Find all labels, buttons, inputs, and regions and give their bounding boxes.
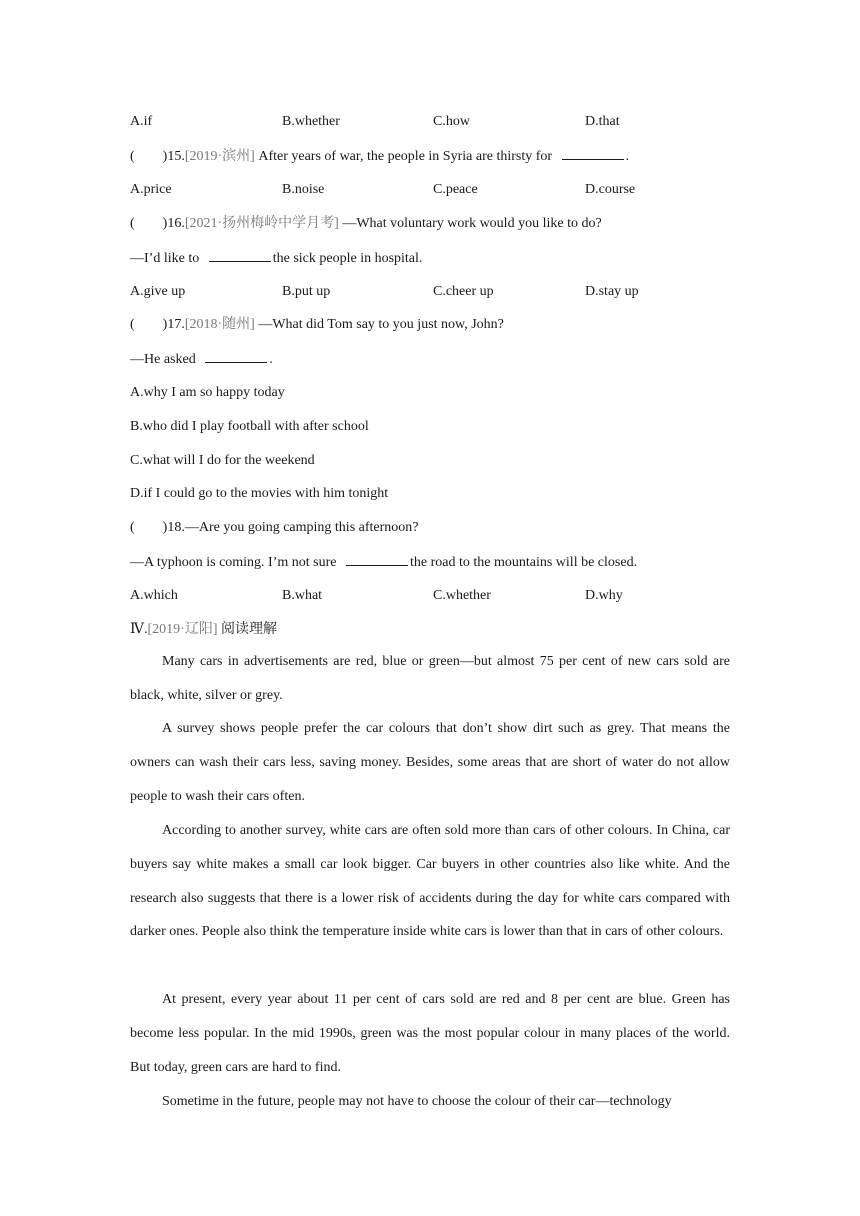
q16-response [130,249,422,268]
passage-paragraph-1: Many cars in advertisements are red, blue or green—but almost 75 per cent of new cars sold are black, white, silver or grey. [130,654,730,703]
response-text-end: the sick people in hospital. [272,251,423,266]
q17-option-c: C.what will I do for the weekend [130,453,315,468]
answer-blank [209,249,271,262]
answer-paren: ( ) [130,149,168,164]
q17-response [130,350,273,369]
q17-option-b: B.who did I play football with after school [130,419,369,434]
response-text-end: the road to the mountains will be closed. [410,555,638,570]
answer-blank [205,350,267,363]
q15-option-c: C.peace [433,182,478,197]
q17-option-a: A.why I am so happy today [130,385,285,400]
q18-stem [130,519,419,537]
passage-paragraph-2: A survey shows people prefer the car colours that don’t show dirt such as grey. That means the owners can wash their cars less, saving money. Besides, some areas that are short of water do not allow people to wash their cars often. [130,721,730,804]
answer-blank [562,147,624,160]
response-text: —He asked [130,352,200,367]
question-text: —Are you going camping this afternoon? [184,520,419,535]
response-text-end: . [269,352,273,367]
q14-option-d: D.that [585,114,620,129]
question-number: 15. [167,149,185,164]
q14-option-c: C.how [433,114,470,129]
q18-option-d: D.why [585,588,623,603]
answer-blank [346,553,408,566]
q18-option-a: A.which [130,588,178,603]
q15-stem [130,147,629,166]
q18-response [130,553,637,572]
q16-stem [130,215,602,233]
passage-paragraph-3: According to another survey, white cars are often sold more than cars of other colours. In China, car buyers say white makes a small car look bigger. Car buyers in other countries also like white. And the research also suggests that there is a lower risk of accidents during the day for white cars compared with darker ones. People also think the temperature inside white cars is lower than that in cars of other colours. [130,823,730,940]
q16-option-c: C.cheer up [433,284,494,299]
q14-option-b: B.whether [282,114,340,129]
section-heading [130,621,277,639]
q15-option-b: B.noise [282,182,325,197]
question-number: 17. [167,317,185,332]
response-text: —I’d like to [130,251,203,266]
section-title: 阅读理解 [217,622,277,637]
q15-option-a: A.price [130,182,172,197]
question-text: —What did Tom say to you just now, John? [254,317,504,332]
q17-stem [130,316,504,334]
question-number: 18. [167,520,185,535]
section-numeral: Ⅳ. [130,622,148,637]
q14-option-a: A.if [130,114,153,129]
question-source: [2019·滨州] [184,149,255,164]
q17-option-d: D.if I could go to the movies with him tonight [130,486,389,501]
question-text: —What voluntary work would you like to do? [338,216,602,231]
passage-paragraph-5: Sometime in the future, people may not have to choose the colour of their car—technology [162,1094,672,1109]
q16-option-b: B.put up [282,284,331,299]
answer-paren: ( ) [130,216,168,231]
q18-option-b: B.what [282,588,323,603]
question-source: [2018·随州] [184,317,255,332]
q18-option-c: C.whether [433,588,491,603]
section-source: [2019·辽阳] [147,622,218,637]
passage-paragraph-4: At present, every year about 11 per cent of cars sold are red and 8 per cent are blue. Green has become less popular. In the mid 1990s, green was the most popular colour in many places of the world. But today, green cars are hard to find. [130,992,730,1075]
q15-option-d: D.course [585,182,636,197]
question-number: 16. [167,216,185,231]
answer-paren: ( ) [130,317,168,332]
question-text-end: . [625,149,630,164]
answer-paren: ( ) [130,520,168,535]
response-text: —A typhoon is coming. I’m not sure [130,555,340,570]
q16-option-a: A.give up [130,284,186,299]
q16-option-d: D.stay up [585,284,639,299]
question-source: [2021·扬州梅岭中学月考] [184,216,339,231]
question-text: After years of war, the people in Syria are thirsty for [254,149,556,164]
